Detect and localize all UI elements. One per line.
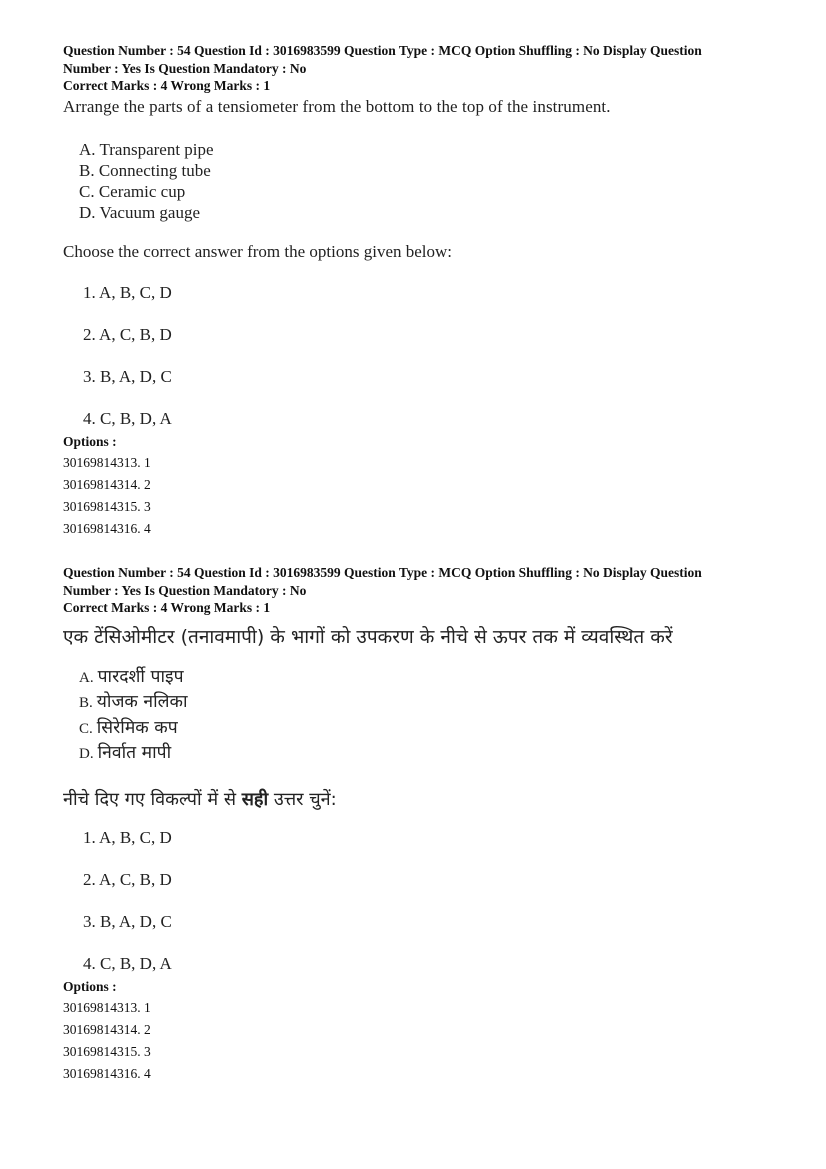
option-id: 30169814315. 3 xyxy=(63,499,151,515)
list-item-text: योजक नलिका xyxy=(96,692,188,712)
options-heading: Options : xyxy=(63,434,117,450)
option-id: 30169814313. 1 xyxy=(63,455,151,471)
list-item: C. Ceramic cup xyxy=(79,181,186,201)
answer-choice: 3. B, A, D, C xyxy=(83,912,172,932)
marks-info: Correct Marks : 4 Wrong Marks : 1 xyxy=(63,600,271,615)
answer-choices xyxy=(83,282,783,431)
choose-text-start: नीचे दिए गए विकल्पों में से xyxy=(63,788,242,810)
answer-choices xyxy=(83,827,783,976)
list-item xyxy=(79,690,783,716)
list-item xyxy=(79,665,783,691)
list-item-text: पारदर्शी पाइप xyxy=(97,666,184,687)
list-item-text: निर्वात मापी xyxy=(97,743,172,763)
question-text: Arrange the parts of a tensiometer from the bottom to the top of the instrument. xyxy=(63,96,611,116)
list-item-label: A. xyxy=(79,669,94,686)
answer-choice: 4. C, B, D, A xyxy=(83,409,172,429)
question-block-hindi xyxy=(63,564,783,1085)
answer-choice: 2. A, C, B, D xyxy=(83,324,172,344)
choose-instruction: Choose the correct answer from the options given below: xyxy=(63,241,453,261)
list-item xyxy=(79,741,783,767)
option-ids-list xyxy=(63,997,783,1085)
answer-choice: 1. A, B, C, D xyxy=(83,282,172,302)
option-id: 30169814314. 2 xyxy=(63,477,151,493)
question-text-hindi: एक टेंसिओमीटर (तनावमापी) के भागों को उपकरण के नीचे से ऊपर तक में व्यवस्थित करें xyxy=(63,625,673,648)
choose-text-bold: सही xyxy=(241,788,269,810)
choose-text-end: उत्तर चुनें: xyxy=(268,788,337,810)
list-item: B. Connecting tube xyxy=(79,160,211,180)
option-ids-list xyxy=(63,452,783,540)
choose-instruction-hindi xyxy=(63,787,783,811)
answer-choice: 3. B, A, D, C xyxy=(83,367,172,387)
option-id: 30169814316. 4 xyxy=(63,521,151,537)
question-meta-line2: Number : Yes Is Question Mandatory : No xyxy=(63,582,307,598)
parts-list xyxy=(79,139,783,223)
list-item-label: B. xyxy=(79,695,93,711)
question-block-english xyxy=(63,42,783,540)
list-item-label: D. xyxy=(79,746,94,762)
list-item-text: सिरेमिक कप xyxy=(96,717,178,738)
marks-info: Correct Marks : 4 Wrong Marks : 1 xyxy=(63,78,271,93)
list-item: D. Vacuum gauge xyxy=(79,202,201,222)
list-item-label: C. xyxy=(79,720,93,737)
list-item: A. Transparent pipe xyxy=(79,139,214,159)
question-meta-line2: Number : Yes Is Question Mandatory : No xyxy=(63,60,307,76)
question-meta-line1: Question Number : 54 Question Id : 3016983599 Question Type : MCQ Option Shuffling : No Display Question xyxy=(63,565,702,580)
option-id: 30169814314. 2 xyxy=(63,1022,151,1038)
answer-choice: 2. A, C, B, D xyxy=(83,869,172,889)
options-heading: Options : xyxy=(63,979,117,995)
answer-choice: 1. A, B, C, D xyxy=(83,827,172,847)
option-id: 30169814316. 4 xyxy=(63,1066,151,1082)
option-id: 30169814313. 1 xyxy=(63,1000,151,1016)
option-id: 30169814315. 3 xyxy=(63,1044,151,1060)
answer-choice: 4. C, B, D, A xyxy=(83,954,172,974)
parts-list-hindi xyxy=(79,665,783,767)
list-item xyxy=(79,716,783,742)
question-meta-line1: Question Number : 54 Question Id : 3016983599 Question Type : MCQ Option Shuffling : No Display Question xyxy=(63,43,702,58)
